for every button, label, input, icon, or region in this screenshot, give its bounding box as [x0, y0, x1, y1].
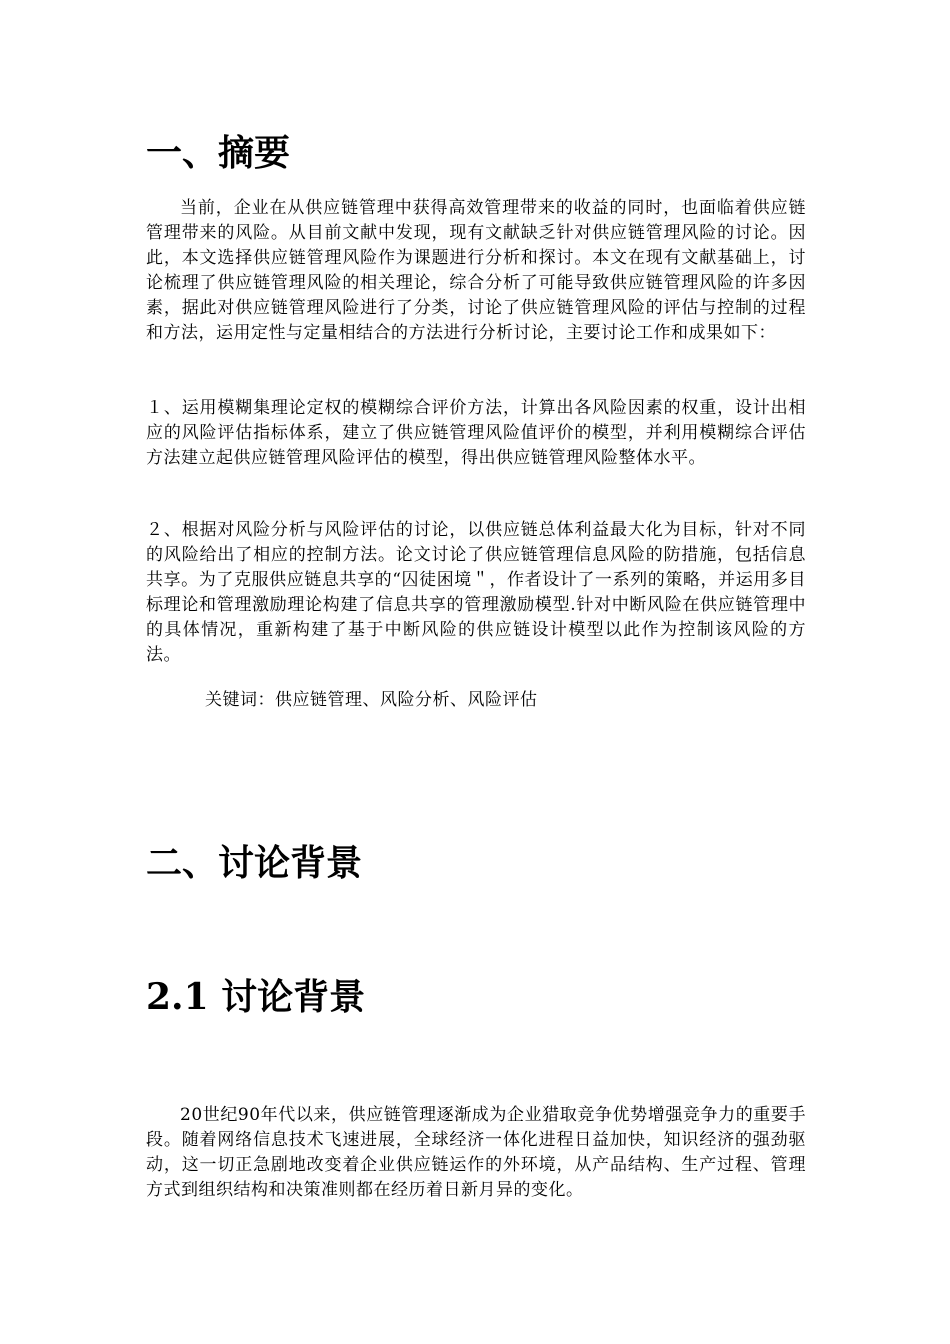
abstract-item-2: ２、根据对风险分析与风险评估的讨论，以供应链总体利益最大化为目标，针对不同的风险给出了相应的控制方法。论文讨论了供应链管理信息风险的防措施，包括信息共享。为了克服供应链息共享的“囚徒困境＂，作者设计了一系列的策略，并运用多目标理论和管理激励理论构建了信息共享的管理激励模型.针对中断风险在供应链管理中的具体情况，重新构建了基于中断风险的供应链设计模型以此作为控制该风险的方法。 — [146, 520, 806, 665]
background-heading: 二、讨论背景 — [146, 842, 363, 884]
keywords-line: 关键词：供应链管理、风险分析、风险评估 — [205, 690, 538, 710]
abstract-item-1: １、运用模糊集理论定权的模糊综合评价方法，计算出各风险因素的权重，设计出相应的风险评估指标体系，建立了供应链管理风险值评价的模型，并利用模糊综合评估方法建立起供应链管理风险评估的模型，得出供应链管理风险整体水平。 — [146, 398, 806, 468]
background-paragraph: 20世纪90年代以来，供应链管理逐渐成为企业猎取竞争优势增强竞争力的重要手段。随着网络信息技术飞速进展，全球经济一体化进程日益加快，知识经济的强劲驱动，这一切正急剧地改变着企业供应链运作的外环境，从产品结构、生产过程、管理方式到组织结构和决策准则都在经历着日新月异的变化。 — [146, 1105, 806, 1200]
abstract-heading: 一、摘要 — [146, 132, 291, 174]
abstract-intro-paragraph: 当前，企业在从供应链管理中获得高效管理带来的收益的同时，也面临着供应链管理带来的风险。从目前文献中发现，现有文献缺乏针对供应链管理风险的讨论。因此，本文选择供应链管理风险作为课题进行分析和探讨。本文在现有文献基础上，讨论梳理了供应链管理风险的相关理论，综合分析了可能导致供应链管理风险的许多因素，据此对供应链管理风险进行了分类，讨论了供应链管理风险的评估与控制的过程和方法，运用定性与定量相结合的方法进行分析讨论，主要讨论工作和成果如下： — [146, 198, 806, 343]
subsection-heading: 2.1 讨论背景 — [146, 976, 366, 1018]
